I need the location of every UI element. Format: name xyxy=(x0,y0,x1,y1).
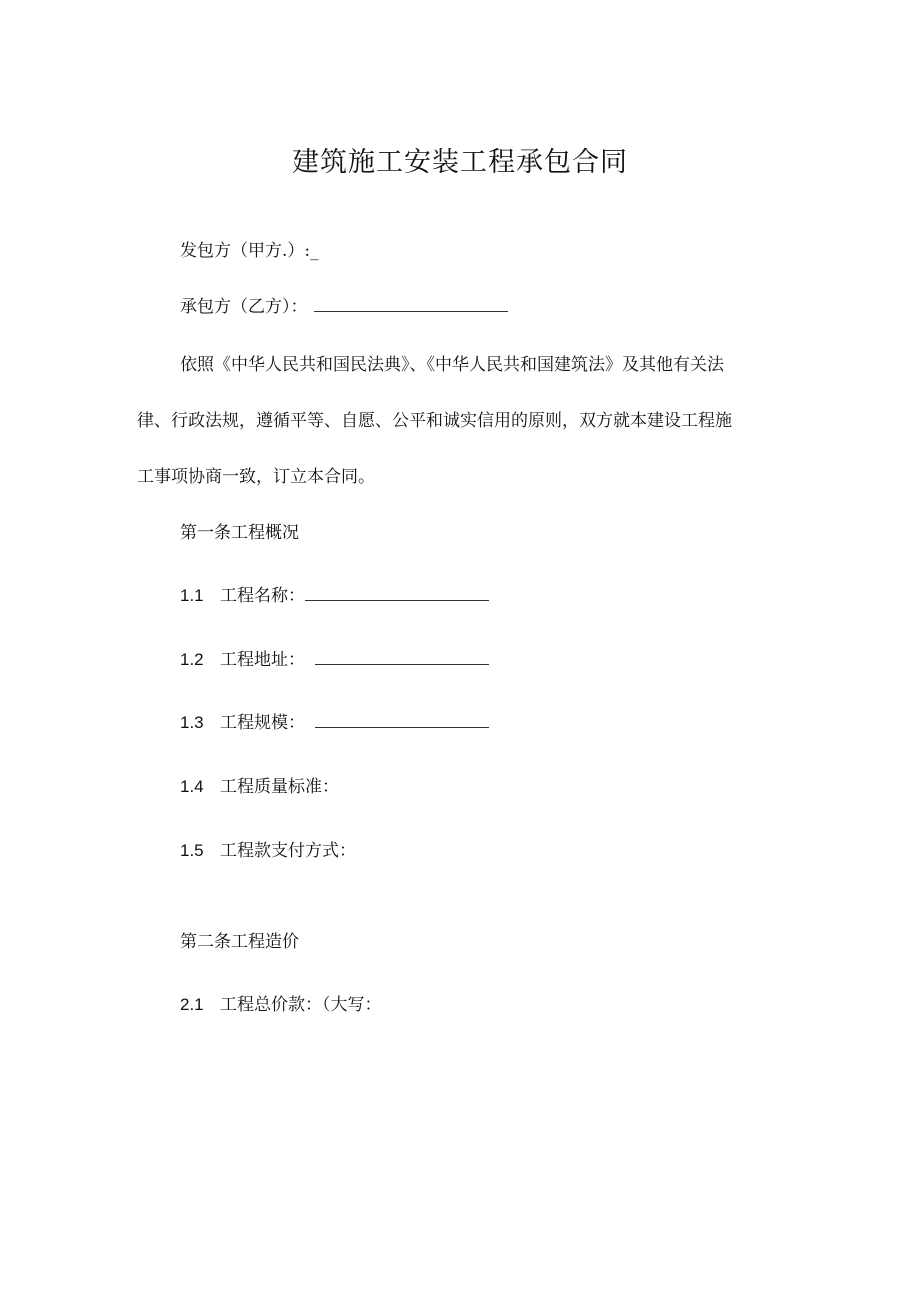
item-label: 工程质量标准： xyxy=(220,777,339,797)
article-1-heading: 第一条工程概况 xyxy=(180,523,299,543)
item-number: 1.4 xyxy=(180,777,204,796)
party-a-line xyxy=(180,236,319,261)
party-b-line xyxy=(180,292,508,317)
item-label: 工程规模： xyxy=(220,713,305,733)
party-b-blank[interactable] xyxy=(314,297,508,312)
item-1-2-blank[interactable] xyxy=(315,650,489,665)
item-label: 工程款支付方式： xyxy=(220,841,356,861)
preamble-line-2: 律、行政法规，遵循平等、自愿、公平和诚实信用的原则，双方就本建设工程施 xyxy=(137,411,732,431)
item-1-2 xyxy=(180,645,489,670)
item-1-1-blank[interactable] xyxy=(305,586,489,601)
preamble-line-1: 依照《中华人民共和国民法典》、《中华人民共和国建筑法》及其他有关法 xyxy=(180,355,724,375)
item-1-5 xyxy=(180,836,356,861)
item-number: 1.2 xyxy=(180,650,204,669)
item-number: 1.1 xyxy=(180,586,204,605)
item-1-3-blank[interactable] xyxy=(315,713,489,728)
item-label: 工程名称： xyxy=(220,586,305,606)
preamble-line-3: 工事项协商一致，订立本合同。 xyxy=(137,467,375,487)
item-label: 工程总价款：（大写： xyxy=(220,995,382,1015)
party-a-label: 发包方（甲方.）:_ xyxy=(180,241,319,261)
item-2-1 xyxy=(180,990,382,1015)
item-number: 1.3 xyxy=(180,713,204,732)
item-1-1 xyxy=(180,581,489,606)
party-b-label: 承包方（乙方）： xyxy=(180,297,308,317)
item-number: 2.1 xyxy=(180,995,204,1014)
article-2-heading: 第二条工程造价 xyxy=(180,932,299,952)
item-number: 1.5 xyxy=(180,841,204,860)
item-label: 工程地址： xyxy=(220,650,305,670)
document-title: 建筑施工安装工程承包合同 xyxy=(292,147,628,178)
item-1-3 xyxy=(180,708,489,733)
item-1-4 xyxy=(180,772,339,797)
